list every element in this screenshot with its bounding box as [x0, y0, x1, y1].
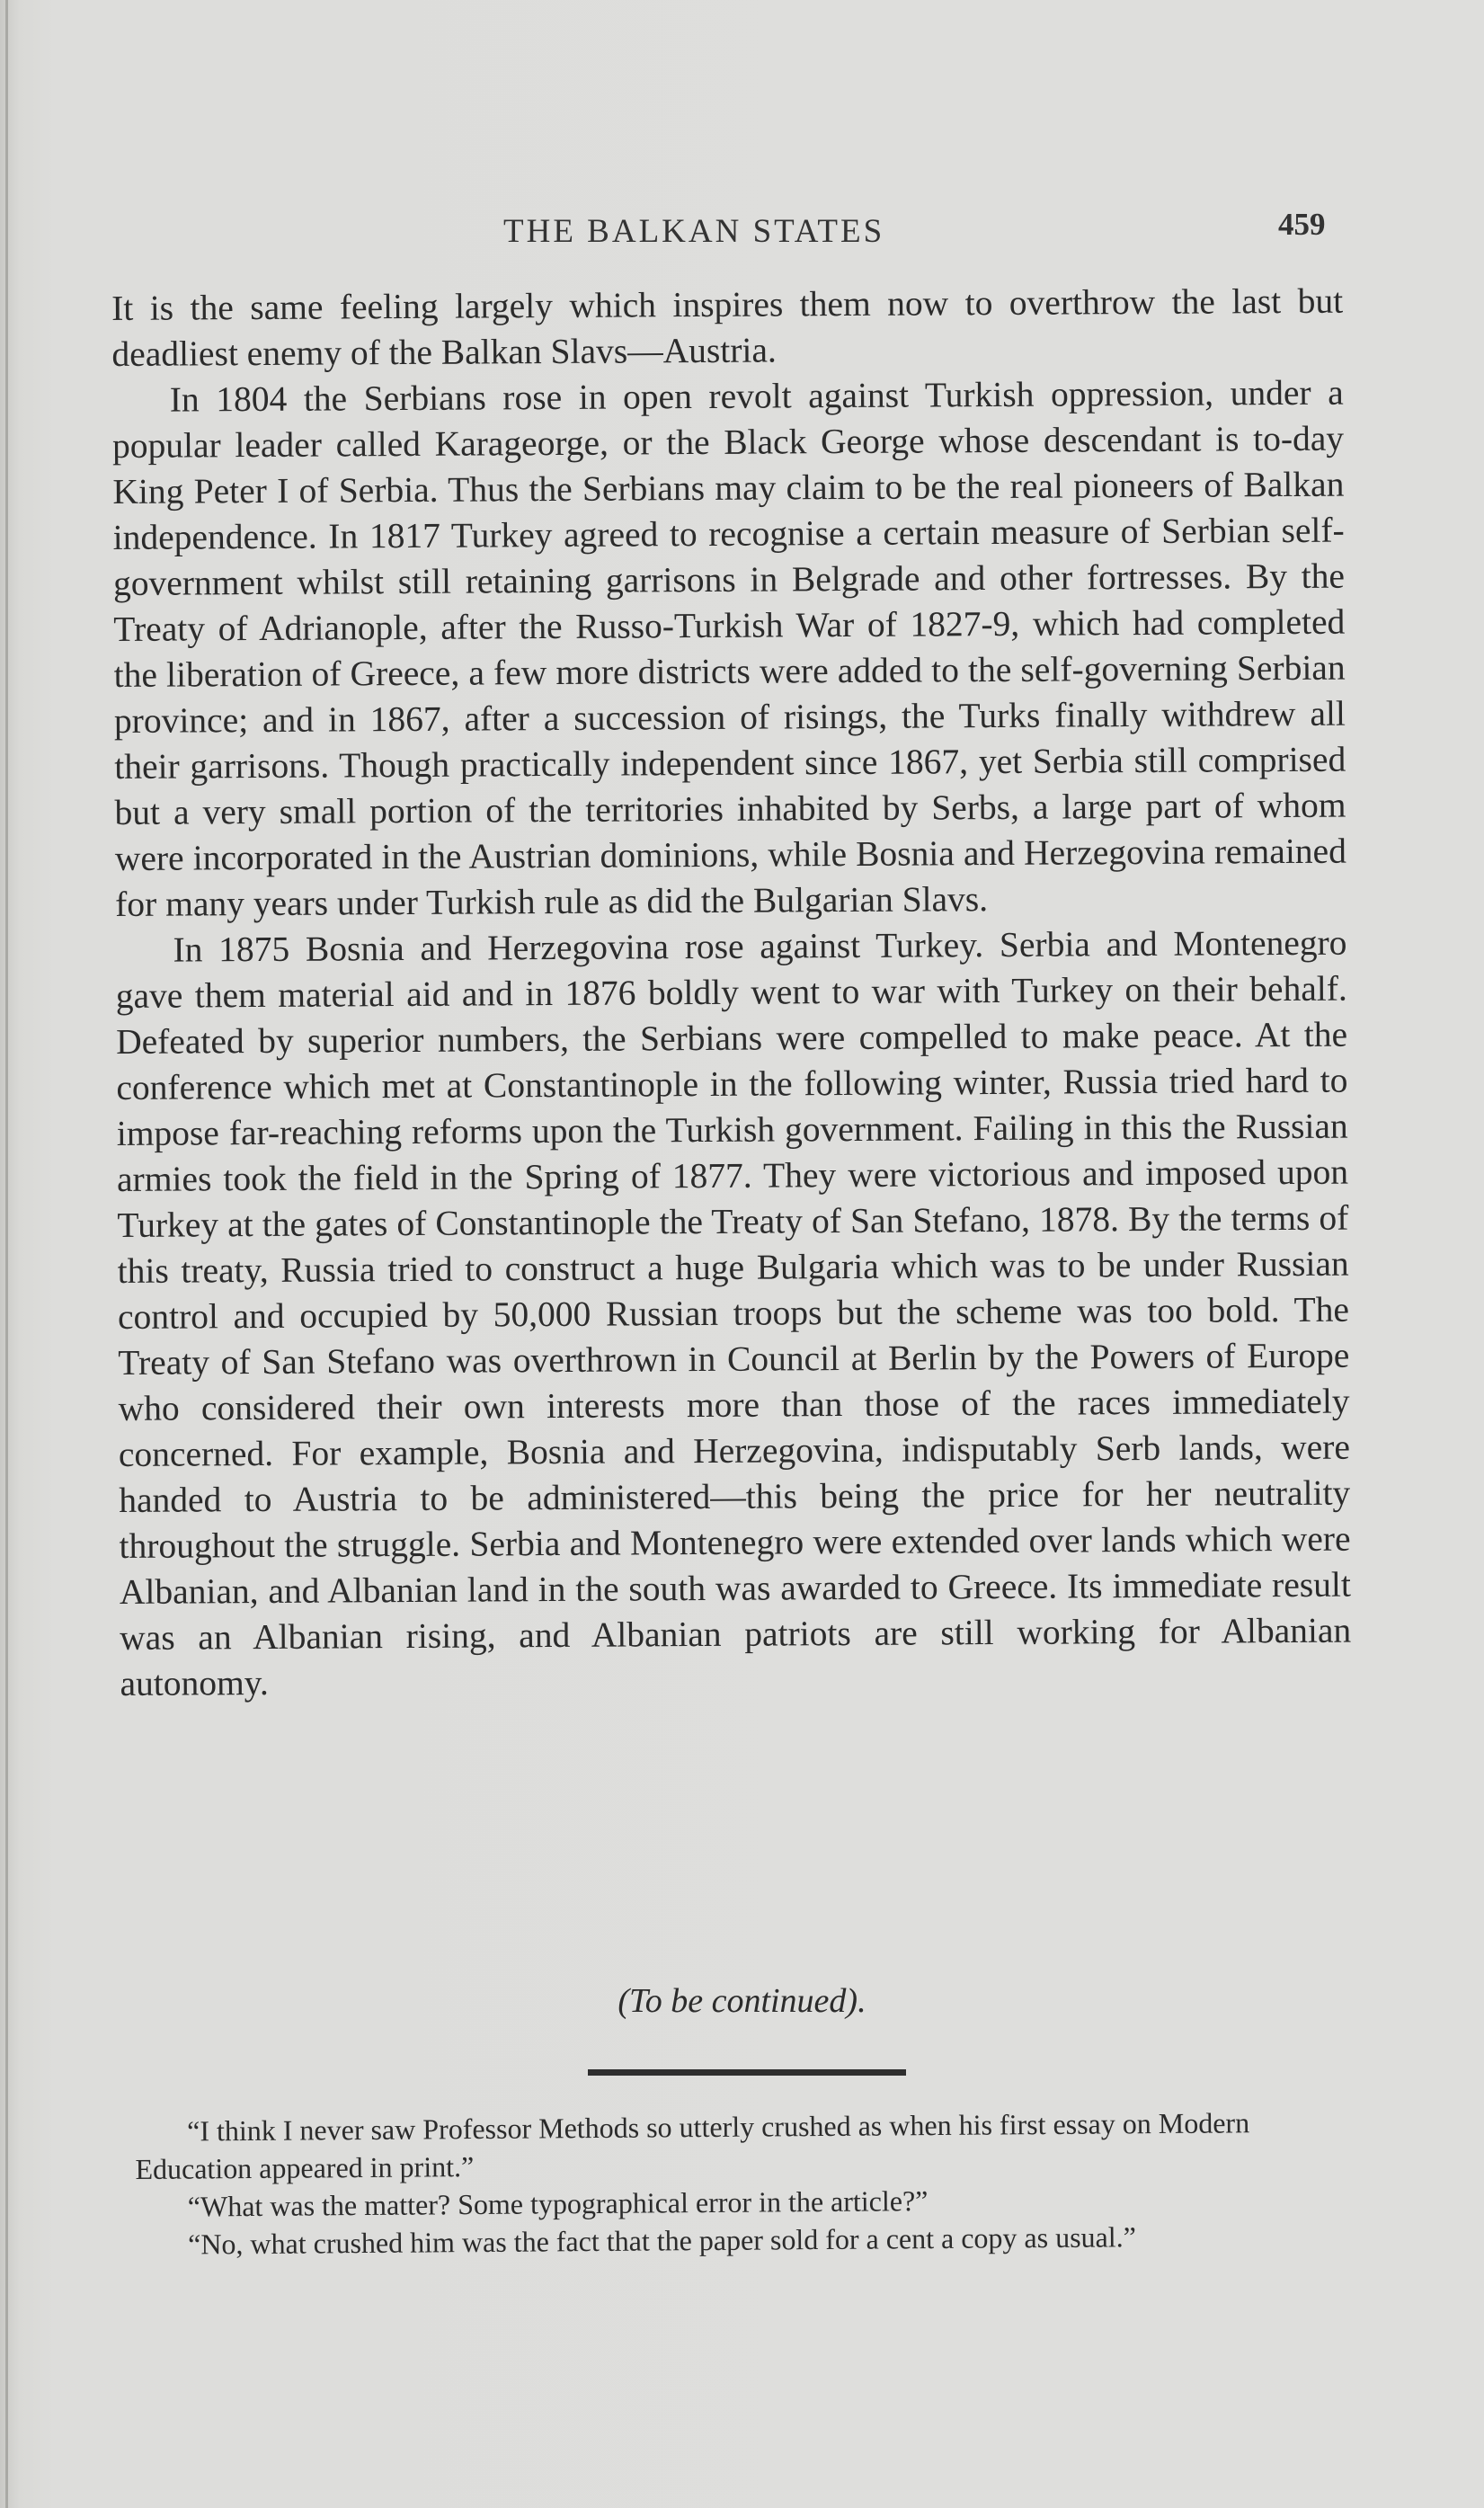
running-title: THE BALKAN STATES — [503, 213, 885, 250]
page-header — [0, 205, 1484, 259]
to-be-continued-note: (To be continued). — [618, 1982, 866, 2020]
section-divider-rule — [588, 2069, 906, 2076]
footnote-line-3: “No, what crushed him was the fact that the paper sold for a cent a copy as usual.” — [188, 2220, 1136, 2261]
page-spine-edge — [5, 0, 8, 2508]
footnote-line-1: “I think I never saw Professor Methods so utterly crushed as when his first essay on Modern Education appeared in print.” — [135, 2106, 1250, 2185]
article-body — [111, 279, 1352, 1707]
paragraph-2: In 1804 the Serbians rose in open revolt against Turkish oppression, under a popular leader called Karageorge, or the Black George whose descendant is to-day King Peter I of Serbia. Thus the Serbians may claim to be the real pioneers of Balkan independence. In 1817 Turkey agreed to recognise a certain measure of Serbian self-government whilst still retaining garrisons in Belgrade and other fortresses. By the Treaty of Adrianople, after the Russo-Turkish War of 1827-9, which had completed the liberation of Greece, a few more districts were added to the self-governing Serbian province; and in 1867, after a succession of risings, the Turks finally withdrew all their garrisons. Though practically independent since 1867, yet Serbia still comprised but a very small portion of the territories inhabited by Serbs, a large part of whom were incorporated in the Austrian dominions, while Bosnia and Herzegovina remained for many years under Turkish rule as did the Bulgarian Slavs. — [111, 372, 1346, 924]
paragraph-3: In 1875 Bosnia and Herzegovina rose against Turkey. Serbia and Montenegro gave them material aid and in 1876 boldly went to war with Turkey on their behalf. Defeated by superior numbers, the Serbians were compelled to make peace. At the conference which met at Constantinople in the following winter, Russia tried hard to impose far-reaching reforms upon the Turkish government. Failing in this the Russian armies took the field in the Spring of 1877. They were victorious and imposed upon Turkey at the gates of Constantinople the Treaty of San Stefano, 1878. By the terms of this treaty, Russia tried to construct a huge Bulgaria which was to be under Russian control and occupied by 50,000 Russian troops but the scheme was too bold. The Treaty of San Stefano was overthrown in Council at Berlin by the Powers of Europe who considered their own interests more than those of the races immediately concerned. For example, Bosnia and Herzegovina, indisputably Serb lands, were handed to Austria to be administered—this being the price for her neutrality throughout the struggle. Serbia and Montenegro were extended over lands which were Albanian, and Albanian land in the south was awarded to Greece. Its immediate result was an Albanian rising, and Albanian patriots are still working for Albanian autonomy. — [115, 922, 1352, 1703]
footnote-line-2: “What was the matter? Some typographical error in the article?” — [187, 2184, 929, 2223]
paragraph-1: It is the same feeling largely which inspires them now to overthrow the last but deadliest enemy of the Balkan Slavs—Austria. — [111, 280, 1344, 374]
footnote-anecdote — [135, 2103, 1367, 2263]
page-number: 459 — [1278, 207, 1326, 242]
